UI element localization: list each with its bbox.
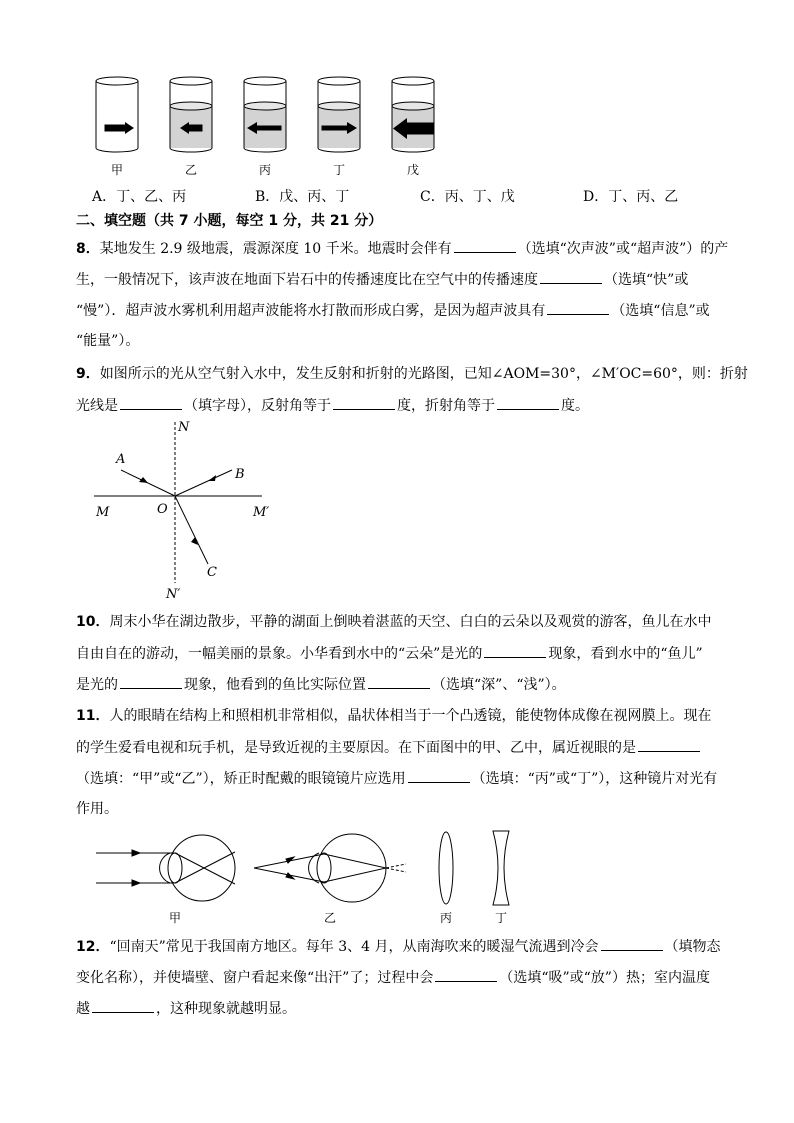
q12-line-3: 越 ，这种现象就越明显。: [76, 998, 296, 1019]
q8-blank-1[interactable]: [454, 238, 516, 253]
q12-blank-1[interactable]: [601, 936, 663, 951]
eye-yi: [254, 834, 406, 902]
q8-line-3: “慢”）．超声波水雾机利用超声波能将水打散而形成白雾，是因为超声波具有 （选填“信息”或: [76, 300, 710, 321]
q11-blank-1[interactable]: [638, 737, 700, 752]
lens-label-bing: 丙: [439, 911, 453, 925]
q11-line-3: （选填：“甲”或“乙”），矫正时配戴的眼镜镜片应选用 （选填：“丙”或“丁”），这种镜片对光有: [76, 768, 717, 789]
cup-yi: [170, 77, 212, 152]
reflected-ray: [175, 470, 232, 496]
lens-label-ding: 丁: [494, 911, 508, 925]
concave-lens: [493, 831, 509, 905]
q12-number: 12．: [76, 939, 110, 955]
q10-blank-1[interactable]: [484, 643, 546, 658]
cup-wu: [392, 77, 434, 152]
q9-light-path-diagram: [86, 418, 286, 608]
q9-blank-3[interactable]: [497, 395, 559, 410]
q7-option-d[interactable]: D．丁、丙、乙: [583, 189, 679, 205]
eye-label-yi: 乙: [323, 911, 337, 925]
label-M: M: [96, 505, 110, 520]
q10-line-1: 10．周末小华在湖边散步，平静的湖面上倒映着湛蓝的天空、白白的云朵以及观赏的游客，鱼儿在水中: [76, 614, 712, 630]
q9-blank-2[interactable]: [333, 395, 395, 410]
cup-label-5: 戊: [406, 163, 420, 177]
label-C: C: [207, 565, 217, 580]
q11-eye-figure: [90, 822, 530, 932]
label-O: O: [157, 502, 168, 517]
cup-label-2: 乙: [184, 163, 198, 177]
q9-line-2: 光线是 （填字母），反射角等于 度，折射角等于 度。: [76, 395, 589, 416]
q8-blank-2[interactable]: [540, 269, 602, 284]
q10-blank-3[interactable]: [368, 674, 430, 689]
q7-option-a[interactable]: A．丁、乙、丙: [92, 189, 187, 205]
label-N: N: [178, 420, 190, 435]
q9-number: 9．: [76, 366, 100, 382]
cup-label-4: 丁: [332, 163, 346, 177]
q10-line-2: 自由自在的游动，一幅美丽的景象。小华看到水中的“云朵”是光的 现象，看到水中的“鱼儿”: [76, 643, 703, 664]
q8-line-1: 8．某地发生 2.9 级地震，震源深度 10 千米。地震时会伴有 （选填“次声波”或“超声波”）的产: [76, 238, 728, 259]
label-A: A: [116, 452, 126, 467]
q8-line-4: “能量”）。: [76, 333, 140, 349]
q7-cups-figure: [90, 74, 450, 184]
cup-label-1: 甲: [110, 163, 124, 177]
q11-blank-2[interactable]: [408, 768, 470, 783]
q7-option-b[interactable]: B．戊、丙、丁: [255, 189, 350, 205]
q11-number: 11．: [76, 708, 110, 724]
cup-bing: [244, 77, 286, 152]
eye-jia: [96, 835, 235, 901]
convex-lens: [439, 832, 453, 904]
q10-number: 10．: [76, 614, 110, 630]
cup-ding: [318, 77, 360, 152]
q8-blank-3[interactable]: [547, 300, 609, 315]
cup-jia: [96, 77, 138, 152]
label-M-prime: M′: [253, 505, 270, 520]
label-N-prime: N′: [166, 587, 181, 602]
label-B: B: [235, 467, 245, 482]
q11-line-2: 的学生爱看电视和玩手机，是导致近视的主要原因。在下面图中的甲、乙中，属近视眼的是: [76, 737, 702, 758]
eye-label-jia: 甲: [168, 911, 182, 925]
q9-line-1: 9．如图所示的光从空气射入水中，发生反射和折射的光路图，已知∠AOM=30°，∠M′OC=60°，则：折射: [76, 366, 748, 382]
q12-blank-2[interactable]: [435, 967, 497, 982]
q7-option-c[interactable]: C．丙、丁、戊: [420, 189, 515, 205]
q11-line-1: 11．人的眼睛在结构上和照相机非常相似，晶状体相当于一个凸透镜，能使物体成像在视网膜上。现在: [76, 708, 712, 724]
q12-line-1: 12．“回南天”常见于我国南方地区。每年 3、4 月，从南海吹来的暖湿气流遇到冷会 （填物态: [76, 936, 721, 957]
q11-line-4: 作用。: [76, 801, 118, 817]
q12-blank-3[interactable]: [92, 998, 154, 1013]
cup-label-3: 丙: [258, 163, 272, 177]
section-heading: 二、填空题（共 7 小题，每空 1 分，共 21 分）: [76, 213, 383, 229]
q10-blank-2[interactable]: [120, 674, 182, 689]
q12-line-2: 变化名称），并使墙壁、窗户看起来像“出汗”了；过程中会 （选填“吸”或“放”）热；室内温度: [76, 967, 710, 988]
refracted-ray: [175, 496, 208, 564]
q8-number: 8．: [76, 241, 100, 257]
q8-line-2: 生，一般情况下，该声波在地面下岩石中的传播速度比在空气中的传播速度 （选填“快”或: [76, 269, 688, 290]
q10-line-3: 是光的 现象，他看到的鱼比实际位置 （选填“深”、“浅”）。: [76, 674, 566, 695]
q9-blank-1[interactable]: [120, 395, 182, 410]
